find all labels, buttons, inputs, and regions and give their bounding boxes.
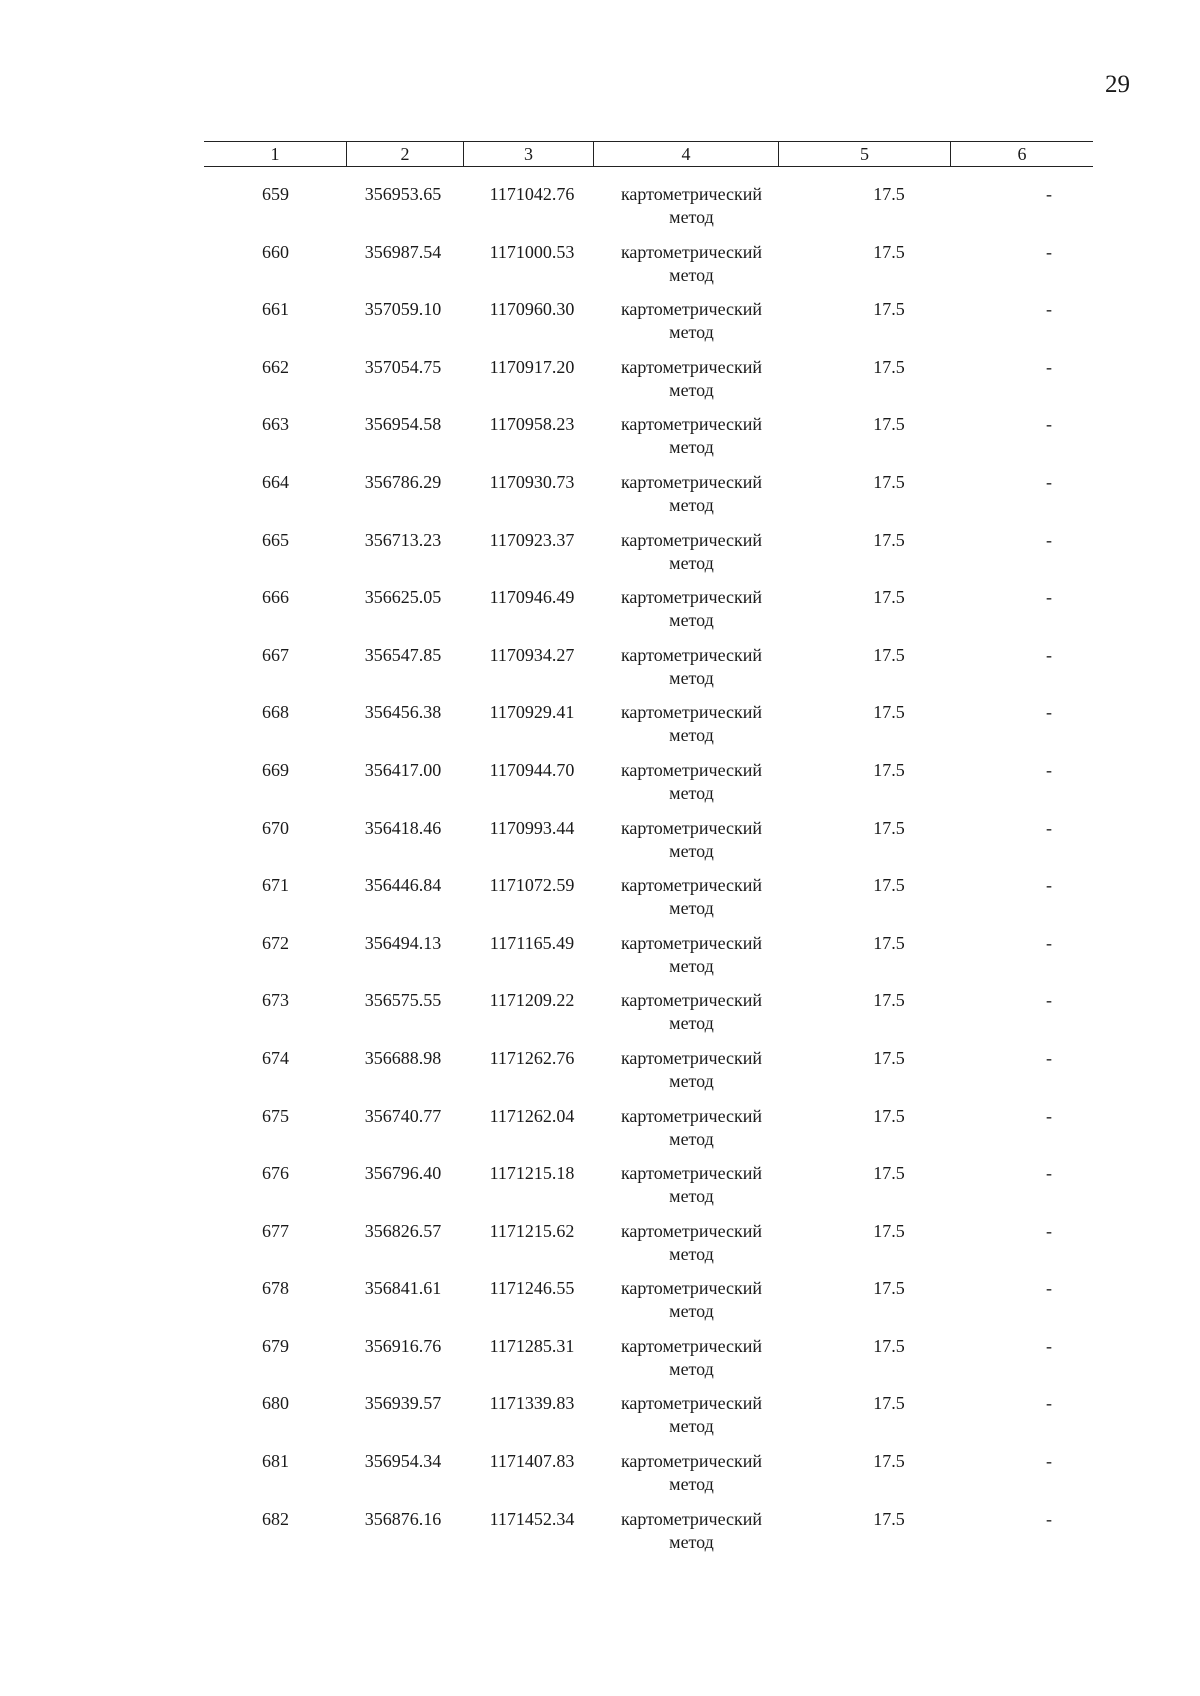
method-line-1: картометрический [620, 1163, 763, 1184]
y-coordinate: 1171407.83 [489, 1451, 575, 1472]
point-number: 665 [262, 529, 289, 550]
method-line-1: картометрический [620, 471, 763, 492]
method-line-1: картометрический [620, 1047, 763, 1068]
x-coordinate: 356841.61 [364, 1278, 442, 1299]
x-coordinate: 356494.13 [364, 932, 442, 953]
note: - [1046, 184, 1052, 204]
x-coordinate: 356876.16 [364, 1508, 442, 1529]
y-coordinate: 1170993.44 [489, 817, 575, 838]
x-coordinate: 356740.77 [364, 1105, 442, 1126]
table-header [204, 141, 1093, 167]
table-row [204, 1047, 1093, 1105]
note: - [1046, 932, 1052, 953]
table-row [204, 1162, 1093, 1220]
note: - [1046, 990, 1052, 1011]
x-coordinate: 356939.57 [364, 1393, 442, 1414]
method [594, 989, 789, 1035]
y-coordinate: 1171339.83 [489, 1393, 575, 1414]
method-line-2: метод [669, 1474, 714, 1495]
header-col-3: 3 [464, 142, 594, 166]
point-number: 679 [262, 1335, 289, 1356]
method-line-1: картометрический [620, 1508, 763, 1529]
method-line-2: метод [669, 437, 714, 458]
point-number: 662 [262, 356, 289, 377]
x-coordinate: 356417.00 [364, 759, 442, 780]
precision: 17.5 [873, 1335, 905, 1356]
precision: 17.5 [873, 1105, 905, 1126]
method [594, 471, 789, 517]
header-col-2: 2 [347, 142, 464, 166]
y-coordinate: 1170944.70 [489, 759, 575, 780]
method-line-2: метод [669, 494, 714, 515]
y-coordinate: 1171042.76 [489, 184, 575, 204]
precision: 17.5 [873, 1047, 905, 1068]
method-line-1: картометрический [620, 241, 763, 262]
x-coordinate: 356456.38 [364, 702, 442, 723]
table-row [204, 1508, 1093, 1566]
x-coordinate: 357059.10 [364, 299, 442, 320]
table-row [204, 298, 1093, 356]
method-line-2: метод [669, 1301, 714, 1322]
point-number: 669 [262, 759, 289, 780]
point-number: 661 [262, 299, 289, 320]
header-col-6: 6 [1017, 143, 1027, 164]
note: - [1046, 1508, 1052, 1529]
method-line-2: метод [669, 725, 714, 746]
precision: 17.5 [873, 1220, 905, 1241]
precision: 17.5 [873, 817, 905, 838]
precision: 17.5 [873, 529, 905, 550]
y-coordinate: 1171215.62 [489, 1220, 575, 1241]
point-number: 664 [262, 471, 289, 492]
note: - [1046, 1278, 1052, 1299]
method-line-2: метод [669, 1186, 714, 1207]
method [594, 413, 789, 459]
point-number: 682 [262, 1508, 289, 1529]
y-coordinate: 1170946.49 [489, 587, 575, 608]
method-line-2: метод [669, 610, 714, 631]
table-row [204, 644, 1093, 702]
header-col-4: 4 [594, 142, 779, 166]
x-coordinate: 356575.55 [364, 990, 442, 1011]
method [594, 241, 789, 287]
note: - [1046, 1163, 1052, 1184]
table-row [204, 817, 1093, 875]
y-coordinate: 1170934.27 [489, 644, 575, 665]
y-coordinate: 1170958.23 [489, 414, 575, 435]
method-line-1: картометрический [620, 299, 763, 320]
table-row [204, 701, 1093, 759]
table-row [204, 529, 1093, 587]
precision: 17.5 [873, 299, 905, 320]
method-line-1: картометрический [620, 1278, 763, 1299]
note: - [1046, 471, 1052, 492]
method-line-2: метод [669, 1070, 714, 1091]
note: - [1046, 702, 1052, 723]
x-coordinate: 356786.29 [364, 471, 442, 492]
point-number: 675 [262, 1105, 289, 1126]
precision: 17.5 [873, 414, 905, 435]
method-line-1: картометрический [620, 817, 763, 838]
table-row [204, 759, 1093, 817]
method-line-1: картометрический [620, 414, 763, 435]
x-coordinate: 356796.40 [364, 1163, 442, 1184]
table-row [204, 183, 1093, 241]
note: - [1046, 759, 1052, 780]
method-line-2: метод [669, 1358, 714, 1379]
note: - [1046, 817, 1052, 838]
note: - [1046, 1047, 1052, 1068]
y-coordinate: 1171000.53 [489, 241, 575, 262]
note: - [1046, 241, 1052, 262]
x-coordinate: 356953.65 [364, 184, 442, 204]
note: - [1046, 1393, 1052, 1414]
note: - [1046, 587, 1052, 608]
point-number: 677 [262, 1220, 289, 1241]
method [594, 1508, 789, 1554]
method [594, 701, 789, 747]
table-row [204, 586, 1093, 644]
method-line-1: картометрический [620, 587, 763, 608]
precision: 17.5 [873, 184, 905, 204]
point-number: 671 [262, 875, 289, 896]
point-number: 673 [262, 990, 289, 1011]
precision: 17.5 [873, 990, 905, 1011]
note: - [1046, 1335, 1052, 1356]
method-line-2: метод [669, 1128, 714, 1149]
method [594, 183, 789, 229]
method-line-1: картометрический [620, 702, 763, 723]
method-line-2: метод [669, 264, 714, 285]
table-row [204, 1105, 1093, 1163]
point-number: 672 [262, 932, 289, 953]
method-line-2: метод [669, 1243, 714, 1264]
precision: 17.5 [873, 241, 905, 262]
y-coordinate: 1171262.04 [489, 1105, 575, 1126]
point-number: 676 [262, 1163, 289, 1184]
y-coordinate: 1171246.55 [489, 1278, 575, 1299]
note: - [1046, 875, 1052, 896]
method-line-1: картометрический [620, 1451, 763, 1472]
method-line-1: картометрический [620, 759, 763, 780]
precision: 17.5 [873, 587, 905, 608]
point-number: 666 [262, 587, 289, 608]
table-row [204, 1277, 1093, 1335]
method-line-2: метод [669, 1013, 714, 1034]
method-line-2: метод [669, 782, 714, 803]
x-coordinate: 356987.54 [364, 241, 442, 262]
method [594, 1220, 789, 1266]
method-line-1: картометрический [620, 356, 763, 377]
y-coordinate: 1170960.30 [489, 299, 575, 320]
y-coordinate: 1170930.73 [489, 471, 575, 492]
y-coordinate: 1171262.76 [489, 1047, 575, 1068]
note: - [1046, 1451, 1052, 1472]
method [594, 759, 789, 805]
point-number: 663 [262, 414, 289, 435]
method [594, 586, 789, 632]
x-coordinate: 356826.57 [364, 1220, 442, 1241]
x-coordinate: 356446.84 [364, 875, 442, 896]
method-line-2: метод [669, 552, 714, 573]
y-coordinate: 1171072.59 [489, 875, 575, 896]
note: - [1046, 1105, 1052, 1126]
point-number: 659 [262, 184, 289, 204]
y-coordinate: 1171165.49 [489, 932, 575, 953]
y-coordinate: 1171215.18 [489, 1163, 575, 1184]
table-row [204, 413, 1093, 471]
note: - [1046, 644, 1052, 665]
x-coordinate: 356688.98 [364, 1047, 442, 1068]
table-row [204, 1220, 1093, 1278]
note: - [1046, 299, 1052, 320]
method-line-2: метод [669, 667, 714, 688]
precision: 17.5 [873, 875, 905, 896]
method-line-1: картометрический [620, 1220, 763, 1241]
table-row [204, 989, 1093, 1047]
method [594, 529, 789, 575]
header-col-1: 1 [204, 142, 347, 166]
precision: 17.5 [873, 1393, 905, 1414]
y-coordinate: 1171285.31 [489, 1335, 575, 1356]
table-row [204, 241, 1093, 299]
point-number: 660 [262, 241, 289, 262]
method [594, 1277, 789, 1323]
x-coordinate: 356954.58 [364, 414, 442, 435]
precision: 17.5 [873, 1163, 905, 1184]
point-number: 680 [262, 1393, 289, 1414]
note: - [1046, 1220, 1052, 1241]
precision: 17.5 [873, 356, 905, 377]
precision: 17.5 [873, 644, 905, 665]
precision: 17.5 [873, 932, 905, 953]
method [594, 356, 789, 402]
point-number: 678 [262, 1278, 289, 1299]
y-coordinate: 1170929.41 [489, 702, 575, 723]
precision: 17.5 [873, 471, 905, 492]
method-line-2: метод [669, 840, 714, 861]
method-line-2: метод [669, 1416, 714, 1437]
method [594, 644, 789, 690]
method [594, 1450, 789, 1496]
method-line-2: метод [669, 1531, 714, 1552]
method [594, 1105, 789, 1151]
method-line-2: метод [669, 207, 714, 227]
point-number: 667 [262, 644, 289, 665]
method-line-1: картометрический [620, 644, 763, 665]
method [594, 874, 789, 920]
method-line-2: метод [669, 379, 714, 400]
point-number: 668 [262, 702, 289, 723]
table-row [204, 1392, 1093, 1450]
table-row [204, 1335, 1093, 1393]
x-coordinate: 356713.23 [364, 529, 442, 550]
note: - [1046, 529, 1052, 550]
method-line-1: картометрический [620, 990, 763, 1011]
x-coordinate: 356418.46 [364, 817, 442, 838]
method-line-1: картометрический [620, 875, 763, 896]
y-coordinate: 1171452.34 [489, 1508, 575, 1529]
precision: 17.5 [873, 1508, 905, 1529]
x-coordinate: 357054.75 [364, 356, 442, 377]
method-line-2: метод [669, 955, 714, 976]
y-coordinate: 1170923.37 [489, 529, 575, 550]
x-coordinate: 356916.76 [364, 1335, 442, 1356]
x-coordinate: 356954.34 [364, 1451, 442, 1472]
table-row [204, 471, 1093, 529]
point-number: 670 [262, 817, 289, 838]
method-line-1: картометрический [620, 1105, 763, 1126]
note: - [1046, 414, 1052, 435]
point-number: 674 [262, 1047, 289, 1068]
method-line-1: картометрический [620, 1393, 763, 1414]
method-line-1: картометрический [620, 932, 763, 953]
method [594, 298, 789, 344]
table-body [204, 183, 1093, 1565]
precision: 17.5 [873, 1278, 905, 1299]
y-coordinate: 1171209.22 [489, 990, 575, 1011]
method [594, 932, 789, 978]
header-col-5: 5 [779, 142, 951, 166]
table-row [204, 356, 1093, 414]
method-line-2: метод [669, 898, 714, 919]
precision: 17.5 [873, 1451, 905, 1472]
method-line-2: метод [669, 322, 714, 343]
x-coordinate: 356625.05 [364, 587, 442, 608]
precision: 17.5 [873, 702, 905, 723]
x-coordinate: 356547.85 [364, 644, 442, 665]
method [594, 1335, 789, 1381]
method-line-1: картометрический [620, 1335, 763, 1356]
table-row [204, 932, 1093, 990]
method [594, 1392, 789, 1438]
page-number: 29 [1105, 71, 1130, 98]
note: - [1046, 356, 1052, 377]
table-row [204, 874, 1093, 932]
method [594, 817, 789, 863]
method [594, 1047, 789, 1093]
precision: 17.5 [873, 759, 905, 780]
y-coordinate: 1170917.20 [489, 356, 575, 377]
point-number: 681 [262, 1451, 289, 1472]
method-line-1: картометрический [620, 184, 763, 204]
method [594, 1162, 789, 1208]
table-row [204, 1450, 1093, 1508]
method-line-1: картометрический [620, 529, 763, 550]
